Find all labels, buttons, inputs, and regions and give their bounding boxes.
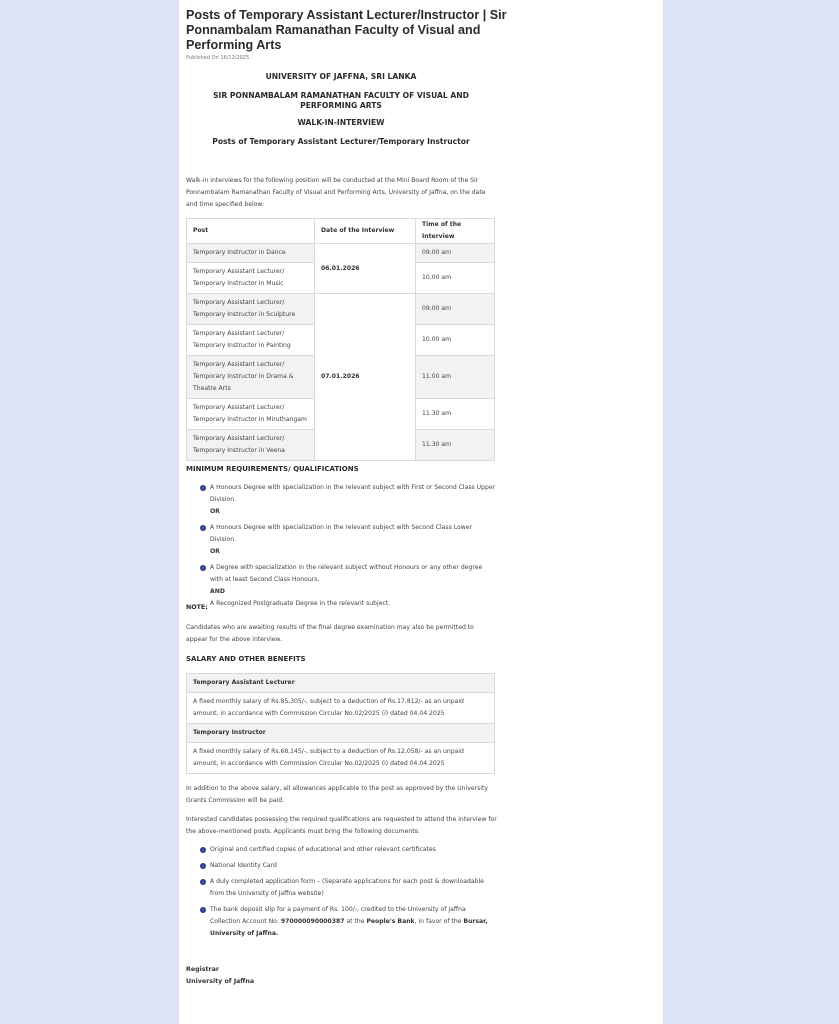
interview-schedule-table [186,218,495,461]
table-row [187,693,495,724]
salary-title-cell: Temporary Instructor [187,724,495,743]
documents-list [186,844,496,940]
posts-heading: Posts of Temporary Assistant Lecturer/Temporary Instructor [212,137,470,146]
table-row [187,674,495,693]
requirements-heading: MINIMUM REQUIREMENTS/ QUALIFICATIONS [186,465,359,473]
column-header-post: Post [187,219,315,244]
time-cell: 10.00 am [416,263,495,294]
account-number: 970000090000387 [280,918,345,925]
bank-text-mid2: , in favor of the [414,918,464,925]
requirement-text: A Honours Degree with specialization in the relevant subject with First or Second Class Upper Division. [210,484,496,503]
salary-title-cell: Temporary Assistant Lecturer [187,674,495,693]
list-item [186,860,496,872]
published-date: Published On 16/12/2025 [186,55,250,61]
page-title: Posts of Temporary Assistant Lecturer/Instructor | Sir Ponnambalam Ramanathan Faculty of Visual and Performing Arts [186,8,507,52]
salary-text-cell: A fixed monthly salary of Rs.85,305/-, subject to a deduction of Rs.17,812/- as an unpaid amount, in accordance with Commission Circular No.02/2025 (i) dated 04.04.2025 [187,693,495,724]
bank-deposit-text [210,904,496,940]
requirement-connector: AND [210,588,225,595]
requirement-text: A Degree with specialization in the relevant subject without Honours or any other degree with at least Second Class Honours, [210,564,483,583]
bank-text-mid1: at the [344,918,367,925]
interested-paragraph: Interested candidates possessing the required qualifications are requested to attend the interview for the above-mentioned posts. Applicants must bring the following documents: [186,816,497,835]
bullet-icon: › [200,525,206,531]
bullet-icon: › [200,847,206,853]
table-row [187,294,495,325]
requirement-extra: A Recognized Postgraduate Degree in the relevant subject. [210,600,391,607]
payee: Bursar, University of Jaffna. [210,918,488,937]
signature-organization: University of Jaffna [186,978,255,985]
salary-heading: SALARY AND OTHER BENEFITS [186,655,306,663]
column-header-date: Date of the Interview [315,219,416,244]
post-cell: Temporary Assistant Lecturer/ Temporary Instructor in Music [187,263,315,294]
column-header-time: Time of the Interview [416,219,495,244]
requirement-connector: OR [210,508,220,515]
date-cell: 06.01.2026 [315,244,416,294]
time-cell: 11.00 am [416,356,495,399]
document-text: Original and certified copies of educational and other relevant certificates [210,846,436,853]
table-header-row [187,219,495,244]
faculty-heading: SIR PONNAMBALAM RAMANATHAN FACULTY OF VISUAL AND PERFORMING ARTS [213,91,469,110]
post-cell: Temporary Assistant Lecturer/ Temporary Instructor in Miruthangam [187,399,315,430]
bullet-icon: › [200,863,206,869]
note-label: NOTE: [186,604,208,611]
document-text: National Identity Card [210,862,277,869]
list-item [186,562,496,610]
time-cell: 11.30 am [416,399,495,430]
list-item [186,876,496,900]
bullet-icon: › [200,907,206,913]
salary-table [186,673,495,774]
list-item [186,844,496,856]
interview-type-heading: WALK-IN-INTERVIEW [297,118,385,127]
post-cell: Temporary Assistant Lecturer/ Temporary Instructor in Drama & Theatre Arts [187,356,315,399]
time-cell: 09.00 am [416,244,495,263]
list-item [186,482,496,518]
requirements-list [186,482,496,610]
time-cell: 09.00 am [416,294,495,325]
bullet-icon: › [200,879,206,885]
bank-name: People's Bank [366,918,415,925]
bank-text-pre: The bank deposit slip for a payment of Rs. 100/-, credited to the University of Jaffna Collection Account No: [210,906,466,925]
time-cell: 10.00 am [416,325,495,356]
salary-text-cell: A fixed monthly salary of Rs.68,145/-, subject to a deduction of Rs.12,058/- as an unpaid amount, in accordance with Commission Circular No.02/2025 (i) dated 04.04.2025 [187,743,495,774]
bullet-icon: › [200,485,206,491]
table-row [187,244,495,263]
signature-title: Registrar [186,966,220,973]
page-content [179,0,663,1024]
table-row [187,724,495,743]
intro-paragraph: Walk-in interviews for the following position will be conducted at the Mini Board Room of the Sir Ponnambalam Ramanathan Faculty of Visual and Performing Arts, University of Jaffna, on the date and time specified below: [186,177,486,208]
post-cell: Temporary Assistant Lecturer/ Temporary Instructor in Painting [187,325,315,356]
allowances-paragraph: In addition to the above salary, all allowances applicable to the post as approved by the University Grants Commission will be paid. [186,785,488,804]
note-text: Candidates who are awaiting results of the final degree examination may also be permitted to appear for the above interview. [186,624,474,643]
time-cell: 11.30 am [416,430,495,461]
list-item [186,904,496,940]
date-cell: 07.01.2026 [315,294,416,461]
requirement-connector: OR [210,548,220,555]
table-row [187,743,495,774]
requirement-text: A Honours Degree with specialization in the relevant subject with Second Class Lower Division. [210,524,472,543]
university-heading: UNIVERSITY OF JAFFNA, SRI LANKA [265,72,417,81]
post-cell: Temporary Assistant Lecturer/ Temporary Instructor in Veena [187,430,315,461]
document-text: A duly completed application form – (Separate applications for each post & downloadable from the University of Jaffna website) [210,878,484,897]
post-cell: Temporary Assistant Lecturer/ Temporary Instructor in Sculpture [187,294,315,325]
bullet-icon: › [200,565,206,571]
post-cell: Temporary Instructor in Dance [187,244,315,263]
list-item [186,522,496,558]
